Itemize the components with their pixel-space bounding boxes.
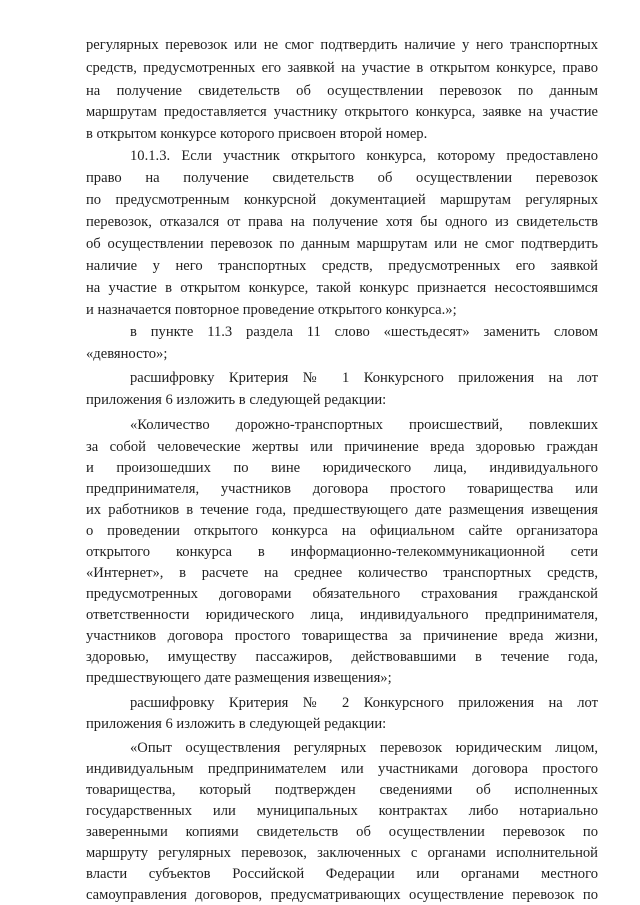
text-line-35: товарищества, который подтвержден сведениями об исполненных	[86, 782, 598, 798]
text-line-18: «Количество дорожно-транспортных происшествий, повлекших	[130, 417, 598, 433]
text-line-17: приложения 6 изложить в следующей редакции:	[86, 392, 387, 408]
text-line-3: на получение свидетельств об осуществлении перевозок по данным	[86, 83, 598, 99]
text-line-1: регулярных перевозок или не смог подтвердить наличие у него транспортных	[86, 37, 598, 53]
text-line-8: по предусмотренным конкурсной документацией маршрутам регулярных	[86, 192, 598, 208]
text-line-13: и назначается повторное проведение открытого конкурса.»;	[86, 302, 457, 318]
text-line-20: и произошедших по вине юридического лица, индивидуального	[86, 460, 598, 476]
text-line-25: «Интернет», в расчете на среднее количество транспортных средств,	[86, 565, 598, 581]
text-line-19: за собой человеческие жертвы или причинение вреда здоровью граждан	[86, 439, 598, 455]
text-line-4: маршрутам предоставляется участнику открытого конкурса, заявке на участие	[86, 104, 598, 120]
text-line-21: предпринимателя, участников договора простого товарищества или	[86, 481, 598, 497]
text-line-10: об осуществлении перевозок по данным маршрутам или не смог подтвердить	[86, 236, 598, 252]
text-line-40: самоуправления договоров, предусматривающих осуществление перевозок по	[86, 887, 598, 903]
text-line-16: расшифровку Критерия № 1 Конкурсного приложения на лот	[130, 370, 598, 386]
text-line-30: предшествующего дате размещения извещения»;	[86, 670, 392, 686]
text-line-22: их работников в течение года, предшествующего дате размещения извещения	[86, 502, 598, 518]
text-line-23: о проведении открытого конкурса на официальном сайте организатора	[86, 523, 598, 539]
text-line-6: 10.1.3. Если участник открытого конкурса, которому предоставлено	[130, 148, 598, 164]
text-line-15: «девяносто»;	[86, 346, 168, 362]
text-line-27: ответственности юридического лица, индивидуального предпринимателя,	[86, 607, 598, 623]
text-line-37: заверенными копиями свидетельств об осуществлении перевозок по	[86, 824, 598, 840]
text-line-14: в пункте 11.3 раздела 11 слово «шестьдесят» заменить словом	[130, 324, 598, 340]
text-line-2: средств, предусмотренных его заявкой на участие в открытом конкурсе, право	[86, 60, 598, 76]
text-line-7: право на получение свидетельств об осуществлении перевозок	[86, 170, 598, 186]
text-line-32: приложения 6 изложить в следующей редакции:	[86, 716, 387, 732]
text-line-36: государственных или муниципальных контрактах либо нотариально	[86, 803, 598, 819]
text-line-26: предусмотренных договорами обязательного страхования гражданской	[86, 586, 598, 602]
text-line-33: «Опыт осуществления регулярных перевозок юридическим лицом,	[130, 740, 598, 756]
text-line-29: здоровью, имуществу пассажиров, действовавшими в течение года,	[86, 649, 598, 665]
text-line-9: перевозок, отказался от права на получение хотя бы одного из свидетельств	[86, 214, 598, 230]
text-line-28: участников договора простого товарищества за причинение вреда жизни,	[86, 628, 598, 644]
text-line-31: расшифровку Критерия № 2 Конкурсного приложения на лот	[130, 695, 598, 711]
text-line-24: открытого конкурса в информационно-телекоммуникационной сети	[86, 544, 598, 560]
text-line-5: в открытом конкурсе которого присвоен второй номер.	[86, 126, 428, 142]
text-line-11: наличие у него транспортных средств, предусмотренных его заявкой	[86, 258, 598, 274]
text-line-38: маршруту регулярных перевозок, заключенных с органами исполнительной	[86, 845, 598, 861]
text-line-34: индивидуальным предпринимателем или участниками договора простого	[86, 761, 598, 777]
text-line-39: власти субъектов Российской Федерации или органами местного	[86, 866, 598, 882]
text-line-12: на участие в открытом конкурсе, такой конкурс признается несостоявшимся	[86, 280, 598, 296]
